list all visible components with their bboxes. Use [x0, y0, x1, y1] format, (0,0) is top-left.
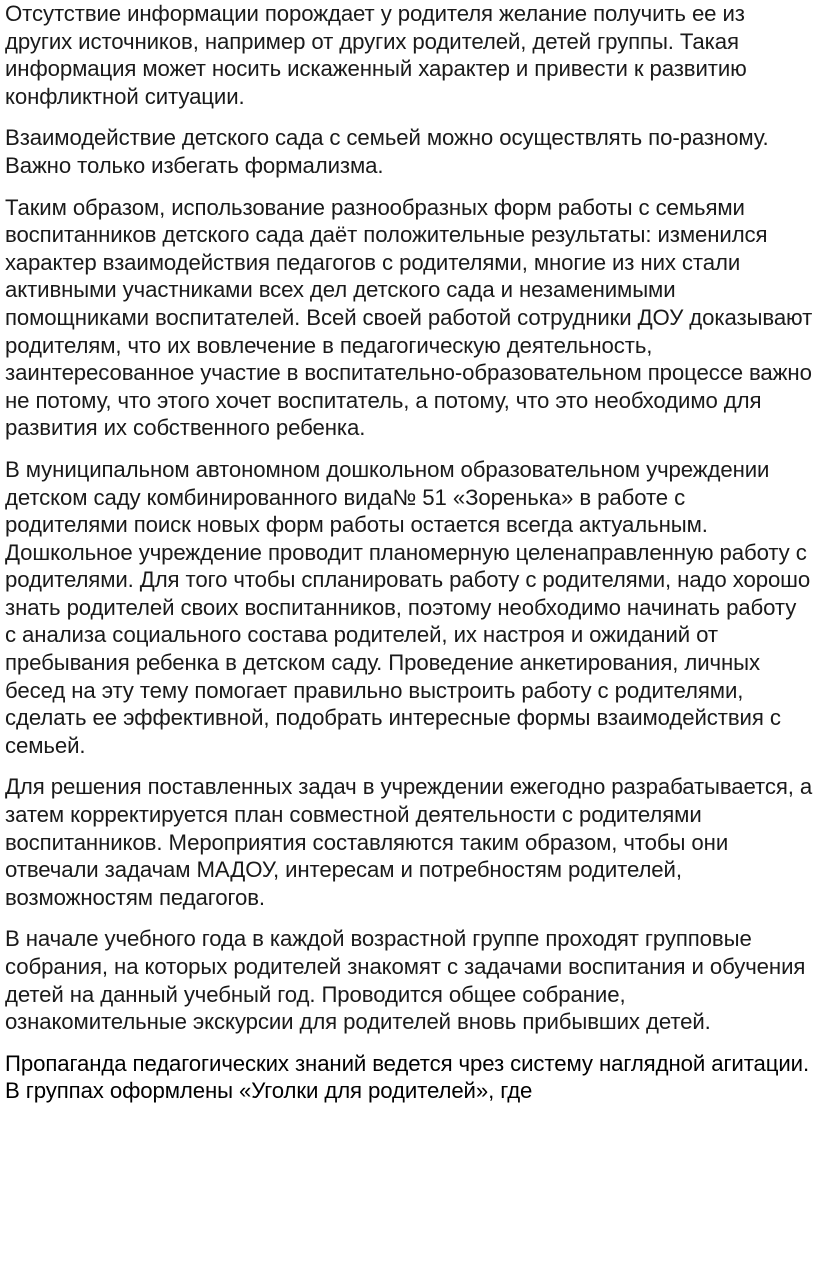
document-page [5, 0, 813, 1119]
paragraph-visual-agitation: Пропаганда педагогических знаний ведется чрез систему наглядной агитации. В группах оформлены «Уголки для родителей», где [5, 1050, 810, 1104]
paragraph-group-meetings: В начале учебного года в каждой возрастной группе проходят групповые собрания, на которых родителей знакомят с задачами воспитания и обучения детей на данный учебный год. Проводится общее собрание, ознакомительные экскурсии для родителей вновь прибывших детей. [5, 926, 806, 1035]
paragraph-results: Таким образом, использование разнообразных форм работы с семьями воспитанников детского сада даёт положительные результаты: изменился характер взаимодействия педагогов с родителями, многие из них стали активными участниками всех дел детского сада и незаменимыми помощниками воспитателей. Всей своей работой сотрудники ДОУ доказывают родителям, что их вовлечение в педагогическую деятельность, заинтересованное участие в воспитательно-образовательном процессе важно не потому, что этого хочет воспитатель, а потому, что это необходимо для развития их собственного ребенка. [5, 194, 813, 441]
paragraph-missing-information: Отсутствие информации порождает у родителя желание получить ее из других источников, например от других родителей, детей группы. Такая информация может носить искаженный характер и привести к развитию конфликтной ситуации. [5, 1, 747, 109]
paragraph-kindergarten-51: В муниципальном автономном дошкольном образовательном учреждении детском саду комбинированного вида№ 51 «Зоренька» в работе с родителями поиск новых форм работы остается всегда актуальным. Дошкольное учреждение проводит планомерную целенаправленную работу с родителями. Для того чтобы спланировать работу с родителями, надо хорошо знать родителей своих воспитанников, поэтому необходимо начинать работу с анализа социального состава родителей, их настроя и ожиданий от пребывания ребенка в детском саду. Проведение анкетирования, личных бесед на эту тему помогает правильно выстроить работу с родителями, сделать ее эффективной, подобрать интересные формы взаимодействия с семьей. [5, 456, 811, 758]
paragraph-interaction-forms: Взаимодействие детского сада с семьей можно осуществлять по-разному. Важно только избегать формализма. [5, 125, 769, 178]
paragraph-annual-plan: Для решения поставленных задач в учреждении ежегодно разрабатывается, а затем корректируется план совместной деятельности с родителями воспитанников. Мероприятия составляются таким образом, чтобы они отвечали задачам МАДОУ, интересам и потребностям родителей, возможностям педагогов. [5, 774, 813, 910]
